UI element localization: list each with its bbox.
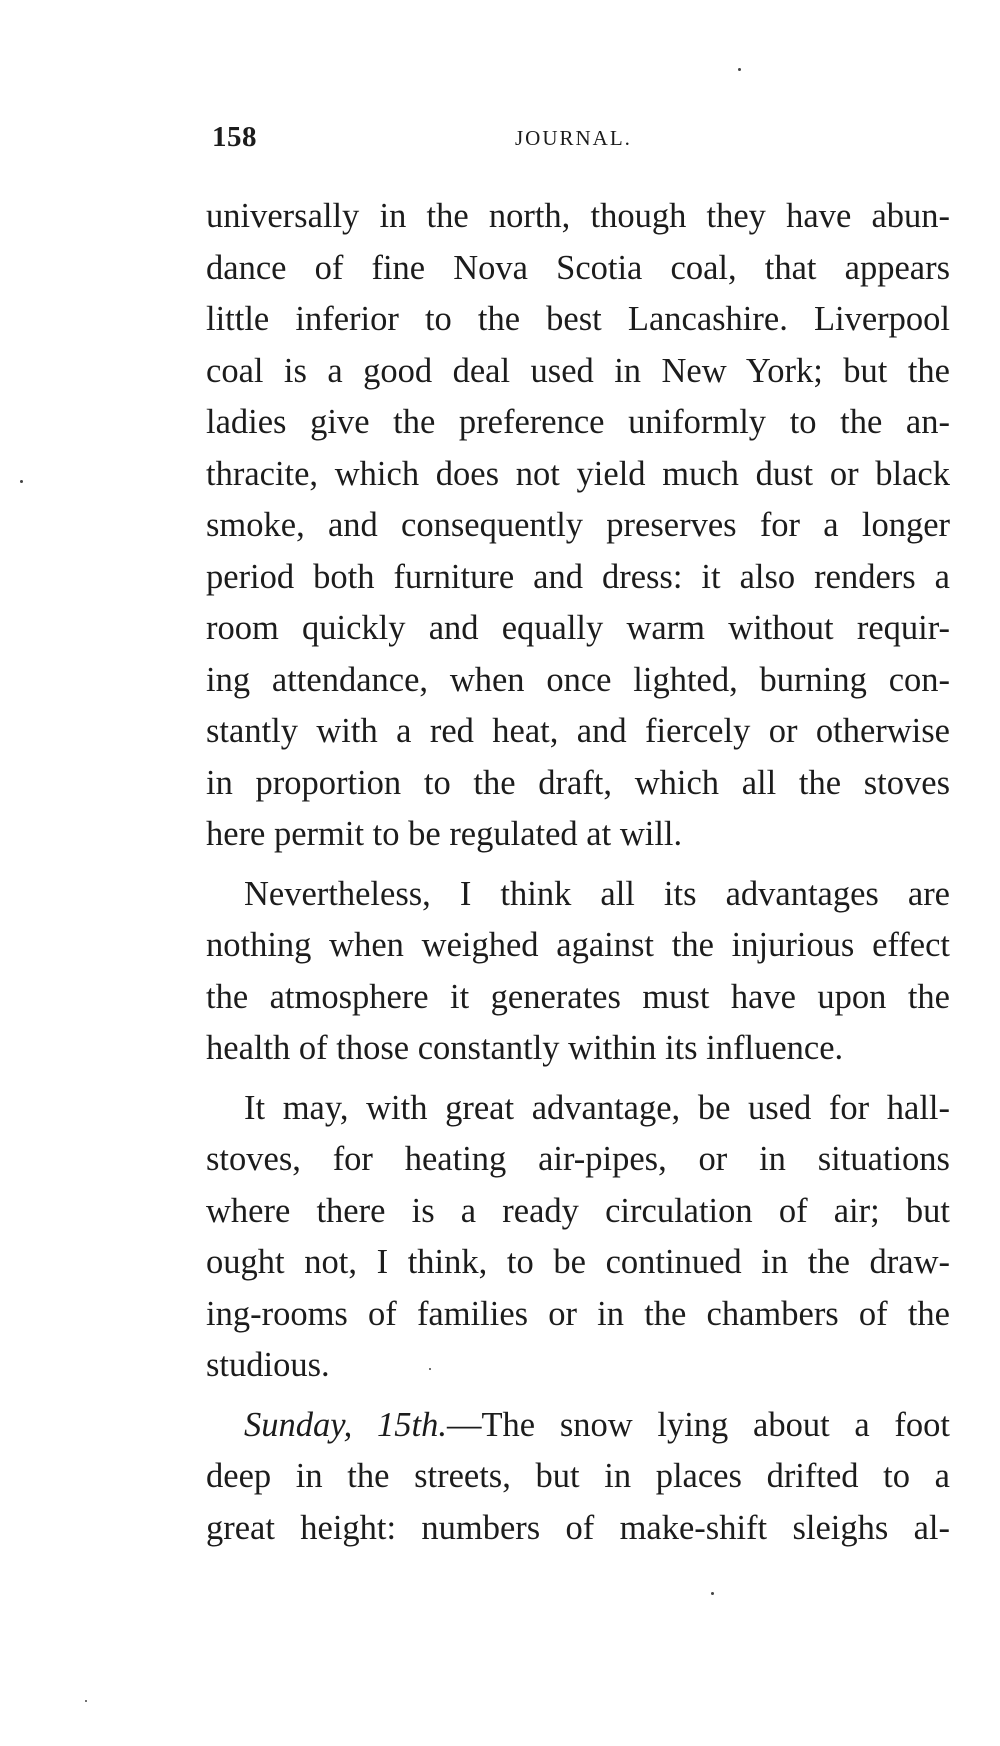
text-line [206,1400,950,1452]
text-line: deep in the streets, but in places drifted to a [206,1457,950,1495]
text-fragment: —The snow lying about a foot [446,1405,950,1444]
paragraph [206,1400,950,1555]
paragraph [206,1083,950,1392]
paragraph-gap [206,1075,950,1083]
text-line: little inferior to the best Lancashire. Liverpool [206,300,950,338]
running-title: JOURNAL. [515,126,632,150]
body-text [206,191,950,1554]
text-line: health of those constantly within its influence. [206,1029,844,1067]
text-line: where there is a ready circulation of air; but [206,1191,950,1230]
text-line: thracite, which does not yield much dust or black [206,454,950,493]
paragraph-gap [206,861,950,869]
text-line: It may, with great advantage, be used for hall- [244,1088,950,1127]
scan-speck [711,1592,714,1595]
scan-speck [429,1368,431,1370]
text-line: ought not, I think, to be continued in the draw- [206,1243,950,1281]
scan-speck [85,1700,87,1702]
text-line: stantly with a red heat, and fiercely or otherwise [206,712,950,750]
paragraph-gap [206,1392,950,1400]
text-line: universally in the north, though they have abun- [206,197,950,235]
text-line: studious. [206,1346,330,1384]
text-line: ladies give the preference uniformly to the an- [206,403,950,441]
paragraph [206,869,950,1075]
text-line: the atmosphere it generates must have upon the [206,977,950,1016]
text-line: great height: numbers of make-shift sleighs al- [206,1508,950,1547]
text-line: here permit to be regulated at will. [206,815,683,853]
text-line: nothing when weighed against the injurious effect [206,926,950,964]
page-number: 158 [212,121,257,153]
text-line: Nevertheless, I think all its advantages are [244,874,950,913]
text-line: ing-rooms of families or in the chambers of the [206,1294,950,1333]
scan-speck [738,68,741,71]
text-line: dance of fine Nova Scotia coal, that appears [206,248,950,287]
scan-speck [20,480,23,483]
text-line: period both furniture and dress: it also renders a [206,557,950,596]
paragraph [206,191,950,861]
text-line: coal is a good deal used in New York; but the [206,351,950,390]
text-line: smoke, and consequently preserves for a longer [206,506,950,544]
text-line: stoves, for heating air-pipes, or in situations [206,1140,950,1178]
text-line: room quickly and equally warm without requir- [206,609,950,647]
date-label: Sunday, 15th. [244,1405,447,1444]
text-line: ing attendance, when once lighted, burning con- [206,660,950,699]
text-line: in proportion to the draft, which all the stoves [206,763,950,802]
